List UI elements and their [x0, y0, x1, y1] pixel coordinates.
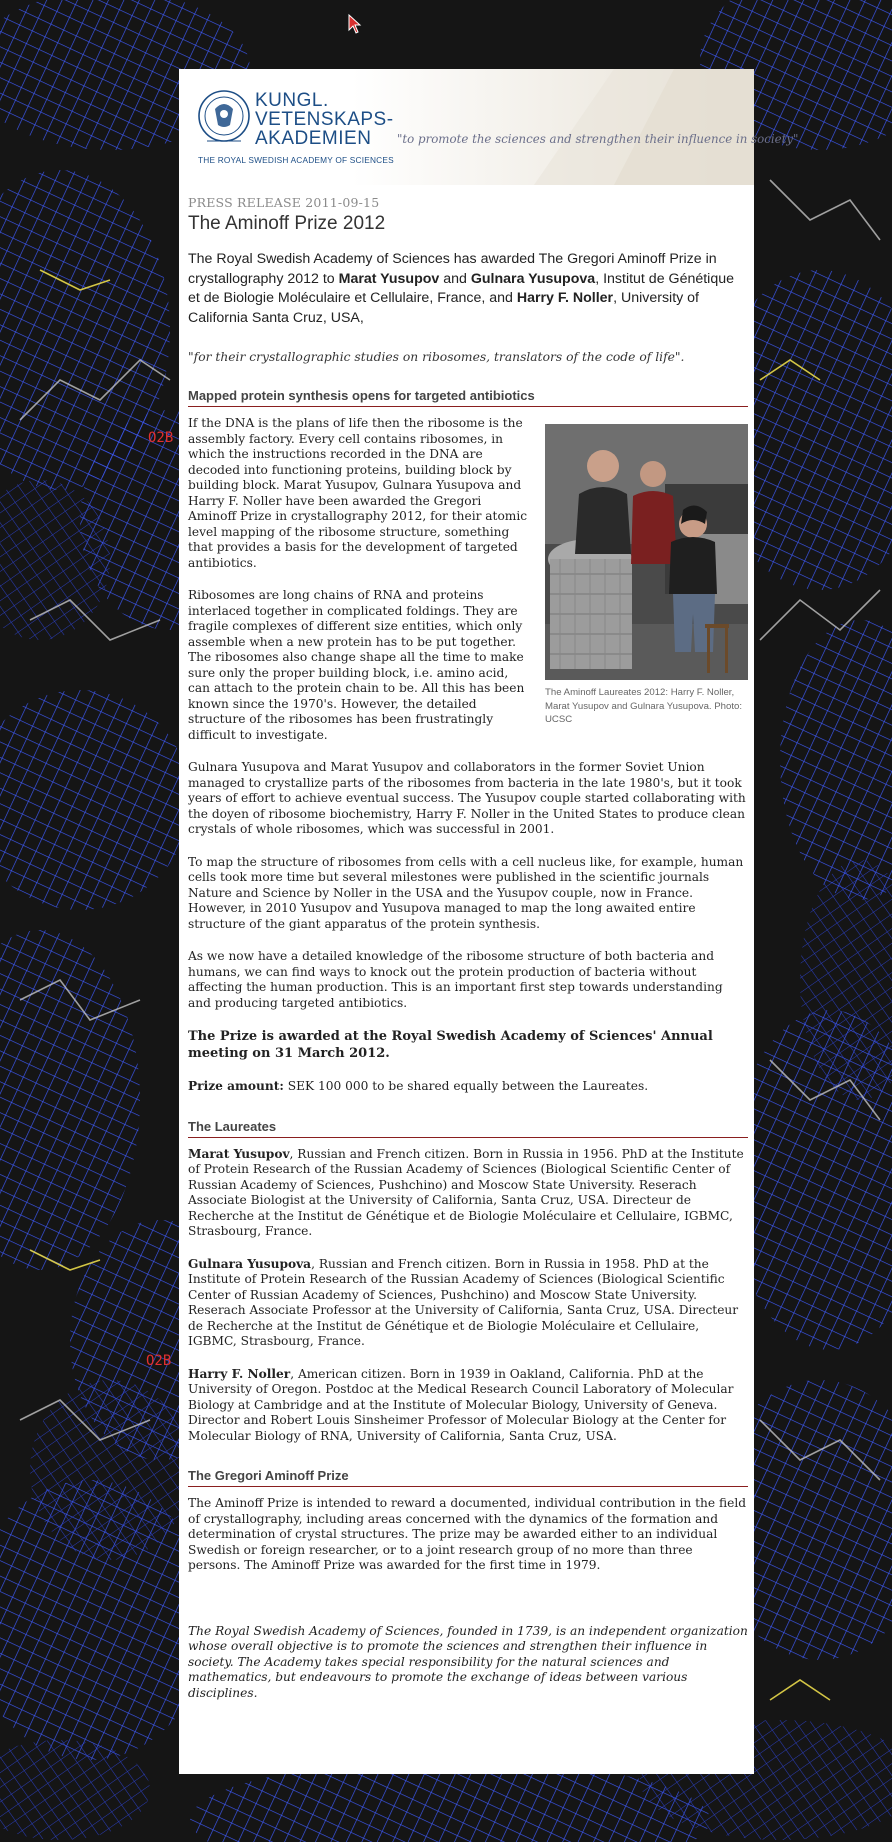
lead-text: The Royal Swedish Academy of Sciences has awarded The Gregori Aminoff Prize in crystallography 2012 to [188, 251, 717, 287]
laureate-details: , Russian and French citizen. Born in Russia in 1956. PhD at the Institute of Protein Research of the Russian Academy of Sciences (Biological Scientific Center of Russian Academy of Sciences, Pushchino) and Moscow State University. Reserach Associate Biologist at the University of California, Santa Cruz, USA. Directeur de Recherche at the Institut de Génétique et de Biologie Moléculaire et Cellulaire, IGBMC, Strasbourg, France. [188, 1146, 744, 1238]
page-title: The Aminoff Prize 2012 [188, 213, 386, 234]
section-heading: The Gregori Aminoff Prize [188, 1468, 748, 1487]
residue-label: O2B [148, 430, 174, 446]
laureate-bio [188, 1147, 748, 1240]
prize-citation: "for their crystallographic studies on ribosomes, translators of the code of life". [188, 350, 685, 364]
lead-text: , University of California Santa Cruz, USA, [188, 290, 699, 326]
laureate-name: Gulnara Yusupova [188, 1256, 312, 1271]
academy-header [179, 69, 799, 185]
body-paragraph: As we now have a detailed knowledge of the ribosome structure of both bacteria and humans, we can find ways to knock out the protein production of bacteria without affecting the human production. This is an important first step towards understanding and producing targeted antibiotics. [188, 949, 723, 1010]
lead-text: and [439, 270, 471, 287]
academy-logo-text[interactable] [255, 91, 394, 148]
article-content [179, 195, 754, 1701]
about-academy: The Royal Swedish Academy of Sciences, founded in 1739, is an independent organization whose overall objective is to promote the sciences and strengthen their influence in society. The Academy takes special responsibility for the natural sciences and mathematics, but endeavours to promote the exchange of ideas between various disciplines. [188, 1623, 748, 1700]
section-body [188, 416, 748, 1095]
photo-caption: The Aminoff Laureates 2012: Harry F. Noller, Marat Yusupov and Gulnara Yusupova. Photo: UCSC [545, 687, 742, 725]
laureates-photo-block [545, 424, 748, 727]
prize-amount [188, 1079, 748, 1095]
lead-paragraph [188, 250, 748, 328]
laureate-details: , Russian and French citizen. Born in Russia in 1958. PhD at the Institute of Protein Research of the Russian Academy of Sciences (Biological Scientific Center of Russian Academy of Sciences, Pushchino) and Moscow State University. Reserach Associate Professor at the University of California, Santa Cruz, USA. Directeur de Recherche at the Institut de Génétique et de Biologie Moléculaire et Cellulaire, IGBMC, Strasbourg, France. [188, 1256, 739, 1348]
press-release-page [179, 69, 799, 1774]
residue-label: O2B [146, 1353, 172, 1369]
laureate-name: Gulnara Yusupova [470, 270, 596, 287]
prize-amount-label: Prize amount: [188, 1079, 284, 1093]
header-decoration [494, 69, 754, 185]
laureate-details: , American citizen. Born in 1939 in Oakland, California. PhD at the University of Oregon. Postdoc at the Medical Research Council Laboratory of Molecular Biology at Cambridge and at the Institute of Molecular Biology, University of Geneva. Director and Robert Louis Sinsheimer Professor of Molecular Biology at the Center for Molecular Biology of RNA, University of California, Santa Cruz, USA. [188, 1366, 734, 1443]
aminoff-prize-text [188, 1496, 748, 1574]
logo-line: KUNGL. [255, 90, 329, 111]
mouse-cursor-icon [348, 14, 362, 34]
laureate-name: Marat Yusupov [338, 270, 440, 287]
lead-text: , Institut de Génétique et de Biologie Moléculaire et Cellulaire, France, and [188, 270, 735, 306]
laureates-photo[interactable] [545, 424, 748, 680]
body-paragraph: The Aminoff Prize is intended to reward a documented, individual contribution in the field of crystallography, including areas concerned with the dynamics of the formation and determination of crystal structures. The prize may be awarded either to an individual Swedish or foreign researcher, or to a joint research group of no more than three persons. The Aminoff Prize was awarded for the first time in 1979. [188, 1496, 747, 1572]
laureate-name: Marat Yusupov [188, 1146, 290, 1161]
logo-subtitle: THE ROYAL SWEDISH ACADEMY OF SCIENCES [198, 155, 394, 165]
laureate-bio [188, 1367, 748, 1445]
body-paragraph: To map the structure of ribosomes from cells with a cell nucleus like, for example, human cells took more time but several milestones were published in the scientific journals Nature and Science by Noller in the USA and the Yusupov couple, now in France. However, in 2010 Yusupov and Yusupova managed to map the long awaited entire structure of the giant apparatus of the protein synthesis. [188, 854, 744, 931]
body-paragraph: If the DNA is the plans of life then the ribosome is the assembly factory. Every cell contains ribosomes, in which the instructions recorded in the DNA are decoded into functioning proteins, building block by building block. Marat Yusupov, Gulnara Yusupova and Harry F. Noller have been awarded the Gregori Aminoff Prize in crystallography 2012, for their atomic level mapping of the ribosome structure, something that provides a basis for the development of targeted antibiotics. [188, 416, 528, 570]
laureate-name: Harry F. Noller [516, 290, 614, 306]
prize-amount-text: SEK 100 000 to be shared equally between the Laureates. [283, 1079, 649, 1093]
logo-line: AKADEMIEN [255, 128, 372, 149]
logo-line: VETENSKAPS- [255, 109, 394, 130]
press-release-date: PRESS RELEASE 2011-09-15 [188, 195, 380, 210]
academy-tagline: "to promote the sciences and strengthen their influence in society" [397, 132, 799, 146]
body-paragraph: Ribosomes are long chains of RNA and proteins interlaced together in complicated foldings. They are fragile complexes of different size entities, which only assemble when a new protein has to be put together. The ribosomes also change shape all the time to make sure only the proper building block, i.e. amino acid, can attach to the protein chain to be. All this has been known since the 1970's. However, the detailed structure of the ribosomes has been frustratingly difficult to investigate. [188, 588, 525, 742]
award-meeting-note: The Prize is awarded at the Royal Swedish Academy of Sciences' Annual meeting on 31 March 2012. [188, 1029, 713, 1061]
section-heading: Mapped protein synthesis opens for targeted antibiotics [188, 388, 748, 407]
section-heading: The Laureates [188, 1119, 748, 1138]
laureate-name: Harry F. Noller [188, 1366, 291, 1381]
laureate-bio [188, 1257, 748, 1350]
body-paragraph: Gulnara Yusupova and Marat Yusupov and collaborators in the former Soviet Union managed to crystallize parts of the ribosomes from bacteria in the late 1980's, but it took years of effort to achieve eventual success. The Yusupov couple started collaborating with the doyen of ribosome biochemistry, Harry F. Noller in the United States to produce clean crystals of whole ribosomes, which was successful in 2001. [188, 760, 746, 836]
laureates-list [188, 1147, 748, 1445]
academy-seal-logo[interactable] [197, 87, 251, 149]
